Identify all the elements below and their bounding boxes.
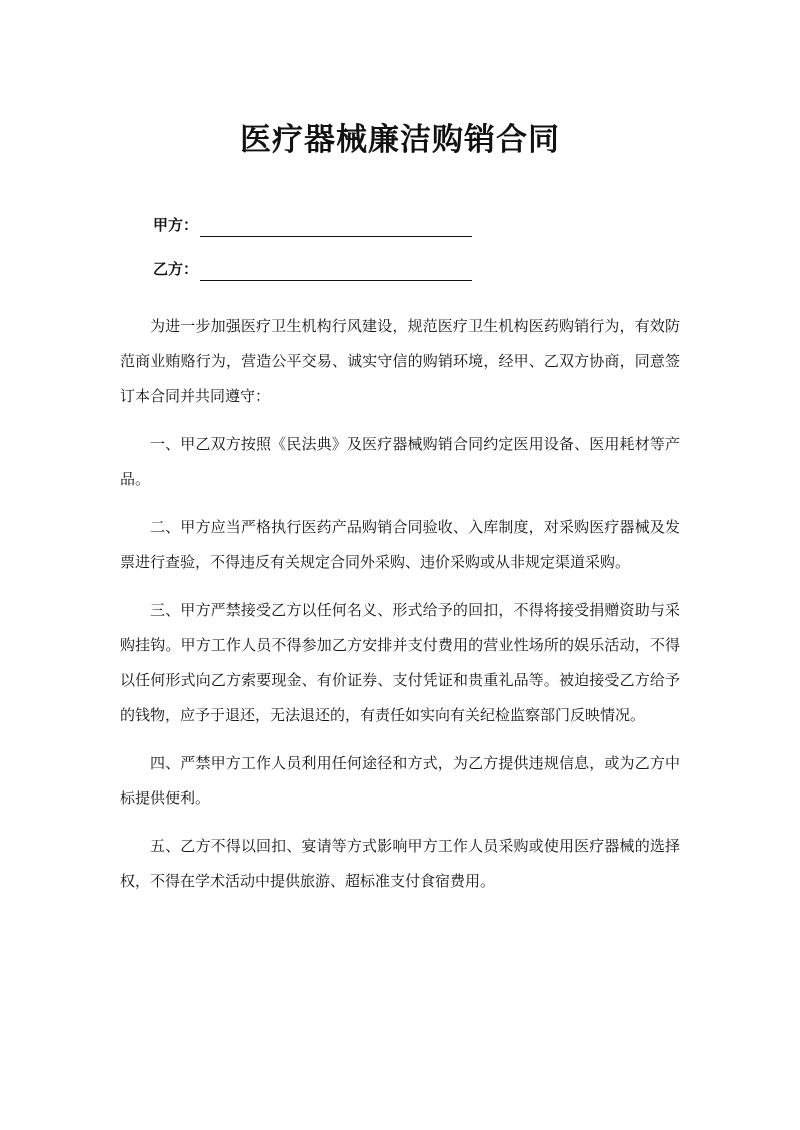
party-a-line (153, 213, 472, 237)
party-b-label: 乙方： (153, 260, 199, 278)
contract-body (120, 309, 680, 912)
paragraph-clause-2: 二、甲方应当严格执行医药产品购销合同验收、入库制度，对采购医疗器械及发票进行查验，不得违反有关规定合同外采购、违价采购或从非规定渠道采购。 (120, 518, 680, 571)
paragraph-clause-5: 五、乙方不得以回扣、宴请等方式影响甲方工作人员采购或使用医疗器械的选择权，不得在学术活动中提供旅游、超标准支付食宿费用。 (120, 837, 680, 890)
party-b-line (153, 257, 472, 281)
paragraph-clause-3: 三、甲方严禁接受乙方以任何名义、形式给予的回扣，不得将接受捐赠资助与采购挂钩。甲方工作人员不得参加乙方安排并支付费用的营业性场所的娱乐活动，不得以任何形式向乙方索要现金、有价证券、支付凭证和贵重礼品等。被迫接受乙方给予的钱物，应予于退还，无法退还的，有责任如实向有关纪检监察部门反映情况。 (120, 601, 680, 724)
paragraph-clause-1: 一、甲乙双方按照《民法典》及医疗器械购销合同约定医用设备、医用耗材等产品。 (120, 435, 680, 488)
paragraph-preamble: 为进一步加强医疗卫生机构行风建设，规范医疗卫生机构医药购销行为，有效防范商业贿赂行为，营造公平交易、诚实守信的购销环境，经甲、乙双方协商，同意签订本合同并共同遵守： (120, 317, 680, 405)
party-b-blank (200, 262, 472, 281)
party-a-label: 甲方： (153, 216, 199, 234)
party-a-blank (200, 218, 472, 237)
page-title: 医疗器械廉洁购销合同 (240, 122, 560, 158)
paragraph-clause-4: 四、严禁甲方工作人员利用任何途径和方式，为乙方提供违规信息，或为乙方中标提供便利。 (120, 754, 680, 807)
